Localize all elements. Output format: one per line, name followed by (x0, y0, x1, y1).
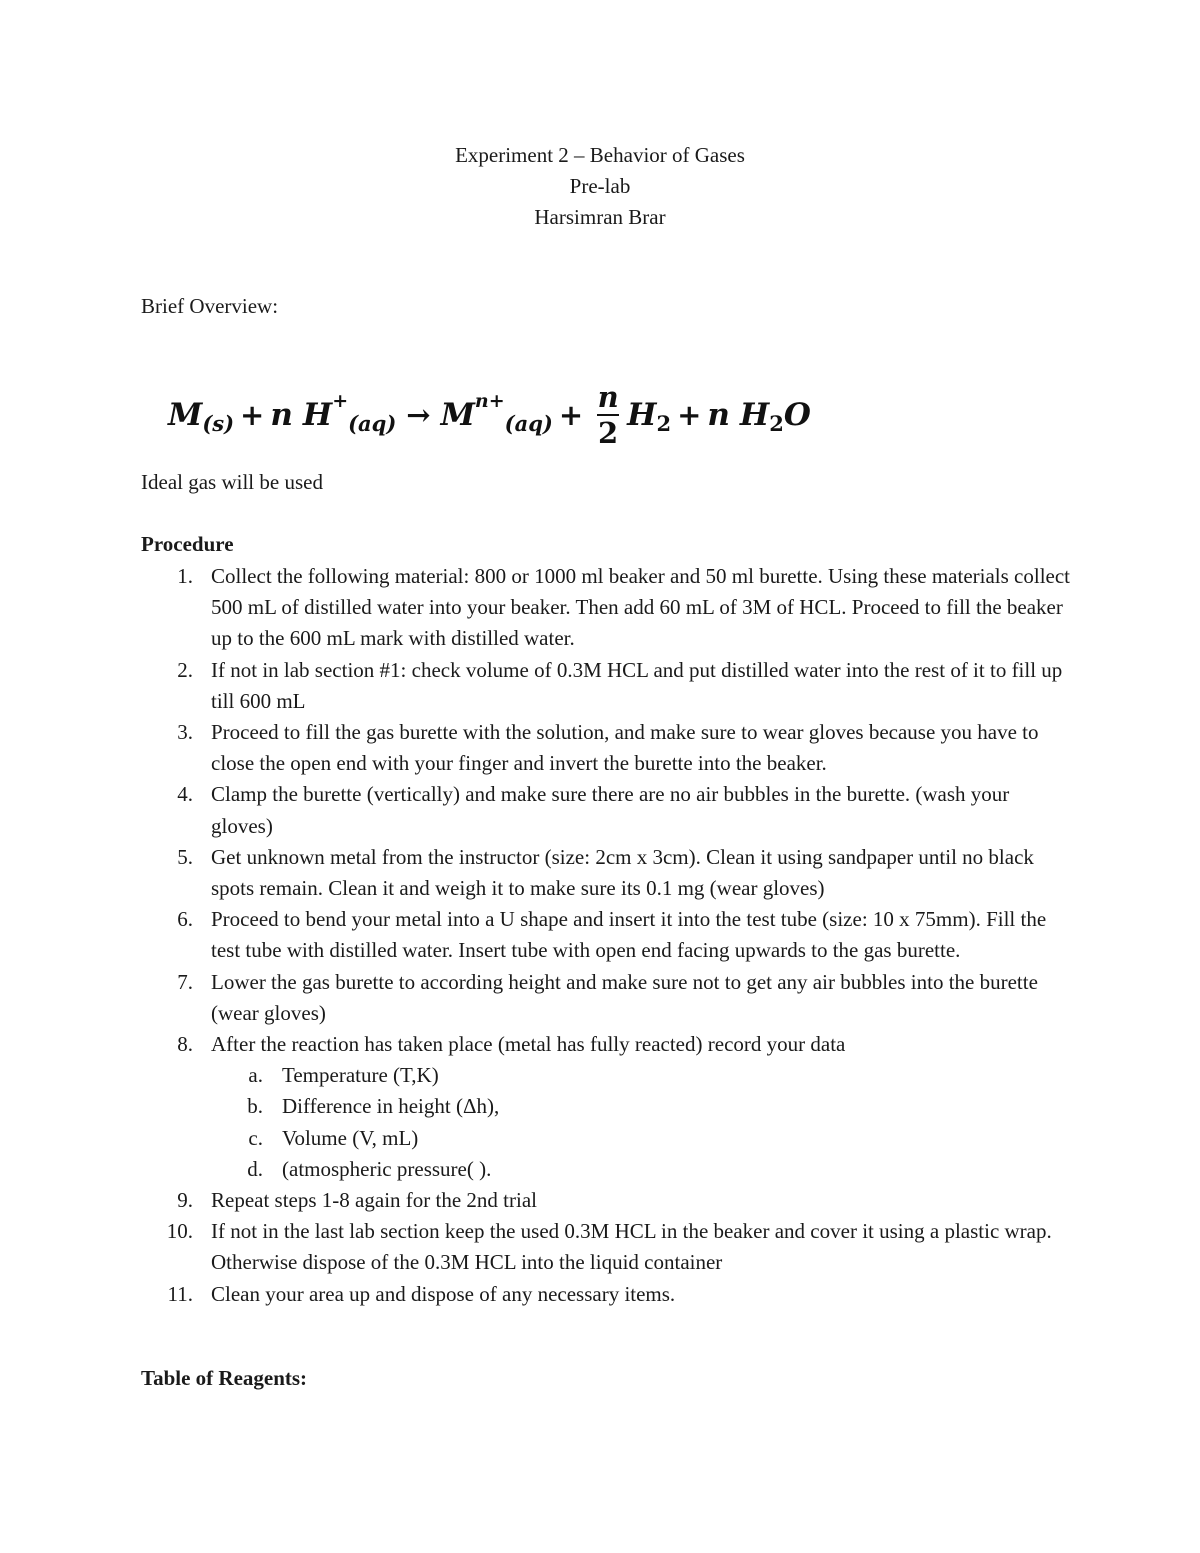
list-item: 2. If not in lab section #1: check volume of 0.3M HCL and put distilled water into the rest of it to fill up till 600 mL (177, 657, 1063, 713)
list-item: 5. Get unknown metal from the instructor (size: 2cm x 3cm). Clean it using sandpaper until no black spots remain. Clean it and weigh it to make sure its 0.1 mg (wear gloves) (177, 844, 1034, 901)
eq-aqueous-1: (aq) (348, 410, 397, 436)
eq-plus-1: + (240, 398, 265, 432)
procedure-heading: Procedure (141, 532, 234, 556)
sublist-item: b. Difference in height (Δh), (247, 1094, 500, 1119)
ideal-gas-note: Ideal gas will be used (141, 470, 323, 494)
eq-plus-3: + (677, 398, 702, 432)
eq-metal-charge: n+ (474, 390, 505, 412)
eq-fraction-numerator: n (597, 380, 619, 414)
eq-hydrogen-charge: + (332, 390, 349, 412)
reaction-equation (168, 372, 828, 458)
eq-arrow: → (406, 398, 431, 432)
overview-label: Brief Overview: (141, 294, 279, 318)
document-subtitle: Pre-lab (569, 174, 631, 198)
eq-hydrogen-gas: H (627, 397, 657, 433)
list-item: 1. Collect the following material: 800 or 1000 ml beaker and 50 ml burette. Using these materials collect 500 mL of distilled water into your beaker. Then add 60 mL of 3M of HCL. Proceed to fill the beaker up to the 600 mL mark with distilled water. (177, 564, 1071, 651)
eq-fraction-denominator: 2 (598, 416, 619, 450)
eq-water-h: H (739, 397, 770, 433)
document-title: Experiment 2 – Behavior of Gases (455, 143, 745, 167)
eq-hydrogen-ion: H (302, 397, 333, 433)
list-item: 10. If not in the last lab section keep the used 0.3M HCL in the beaker and cover it using a plastic wrap. Otherwise dispose of the 0.3M HCL into the liquid container (166, 1219, 1052, 1275)
list-item: 4. Clamp the burette (vertically) and make sure there are no air bubbles in the burette. (wash your gloves) (177, 782, 1010, 838)
data-record-sublist (211, 1060, 1071, 1185)
procedure-list (141, 561, 1071, 1310)
eq-metal-ion: M (440, 397, 475, 433)
eq-plus-2: + (558, 398, 584, 432)
eq-hydrogen-gas-sub: 2 (656, 410, 672, 436)
list-item: 9. Repeat steps 1-8 again for the 2nd trial (177, 1188, 537, 1213)
eq-coefficient-n-2: n (707, 397, 730, 433)
eq-metal: M (168, 397, 203, 433)
document-author: Harsimran Brar (534, 205, 666, 229)
sublist-item: a. Temperature (T,K) (248, 1063, 439, 1088)
list-item: 8. After the reaction has taken place (metal has fully reacted) record your data a. Temperature (T,K) b. Difference in height (Δh), c. Volume (V, mL) d. (atmospheric pressure( ). (141, 1029, 1071, 1185)
document-header (0, 140, 1200, 233)
eq-coefficient-n: n (270, 397, 293, 433)
eq-solid-state: (s) (202, 410, 235, 436)
list-item: 6. Proceed to bend your metal into a U shape and insert it into the test tube (size: 10 x 75mm). Fill the test tube with distilled water. Insert tube with open end facing upwards to the gas burette. (177, 907, 1047, 963)
list-item: 11. Clean your area up and dispose of any necessary items. (167, 1281, 676, 1306)
eq-aqueous-2: (aq) (504, 410, 553, 436)
list-item: 3. Proceed to fill the gas burette with the solution, and make sure to wear gloves because you have to close the open end with your finger and invert the burette into the beaker. (177, 720, 1039, 776)
eq-water-sub: 2 (769, 410, 784, 436)
sublist-item: c. Volume (V, mL) (248, 1125, 419, 1150)
eq-water-o: O (783, 397, 811, 433)
sublist-item: d. (atmospheric pressure( ). (247, 1156, 492, 1181)
reagents-heading: Table of Reagents: (141, 1366, 308, 1390)
list-item: 7. Lower the gas burette to according height and make sure not to get any air bubbles into the burette (wear gloves) (177, 969, 1038, 1025)
eq-fraction (597, 382, 619, 448)
